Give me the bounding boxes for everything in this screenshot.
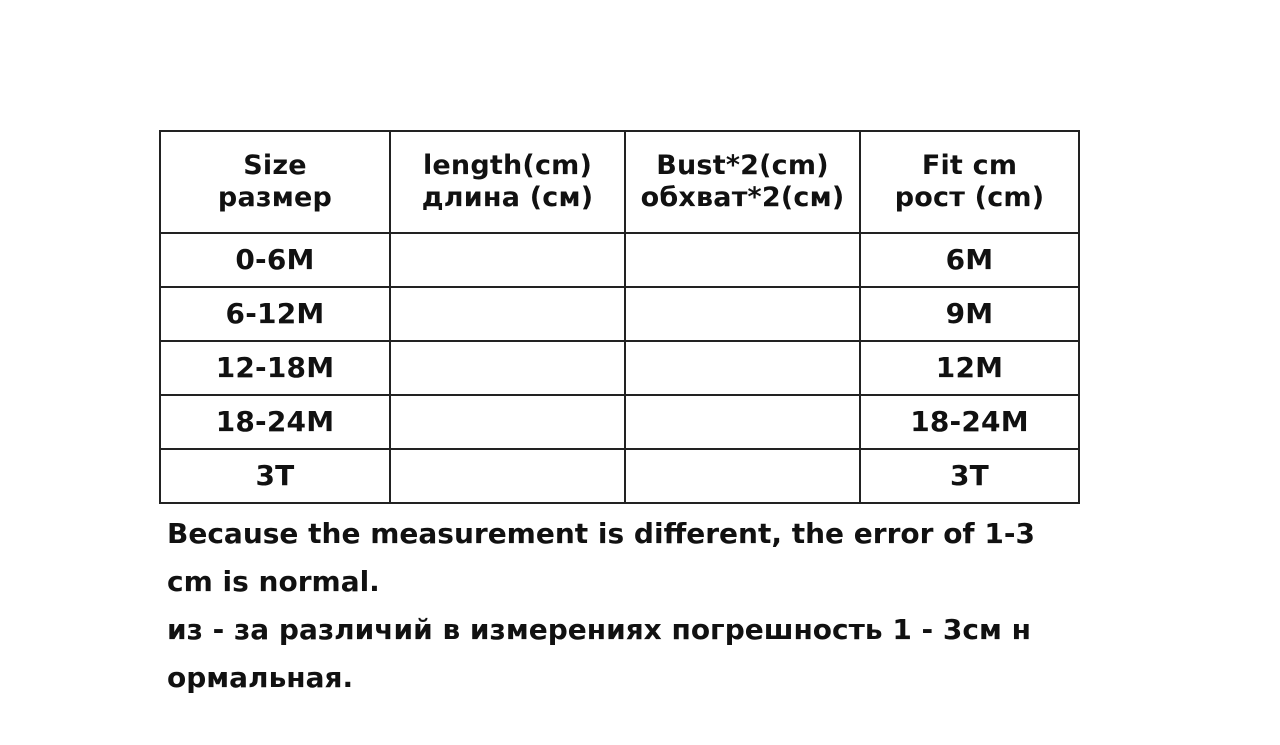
cell-bust — [625, 233, 860, 287]
header-bust — [625, 131, 860, 233]
note-ru-line-1: из - за различий в измерениях погрешность 1 - 3см н — [167, 613, 1031, 646]
header-fit — [860, 131, 1079, 233]
header-size-en: Size — [243, 149, 307, 181]
header-fit-ru: рост (cm) — [894, 182, 1045, 213]
cell-length — [390, 449, 625, 503]
cell-fit: 18-24M — [860, 395, 1079, 449]
table-row — [160, 449, 1079, 503]
cell-size: 6-12M — [160, 287, 390, 341]
cell-size: 0-6M — [160, 233, 390, 287]
table-row — [160, 287, 1079, 341]
header-size — [160, 131, 390, 233]
header-length — [390, 131, 625, 233]
cell-bust — [625, 287, 860, 341]
cell-bust — [625, 341, 860, 395]
cell-fit: 3T — [860, 449, 1079, 503]
cell-fit: 6M — [860, 233, 1079, 287]
note-ru-line-2: ормальная. — [167, 661, 354, 694]
note-en-line-2: cm is normal. — [167, 565, 380, 598]
table-row — [160, 233, 1079, 287]
measurement-note — [167, 510, 1087, 702]
header-length-en: length(cm) — [422, 149, 593, 181]
cell-size: 18-24M — [160, 395, 390, 449]
cell-bust — [625, 395, 860, 449]
note-en-line-1: Because the measurement is different, the error of 1-3 — [167, 517, 1035, 550]
cell-length — [390, 341, 625, 395]
cell-length — [390, 395, 625, 449]
header-fit-en: Fit cm — [921, 149, 1018, 181]
table-row — [160, 341, 1079, 395]
table-row — [160, 395, 1079, 449]
header-size-ru: размер — [217, 182, 333, 213]
table-header-row — [160, 131, 1079, 233]
cell-fit: 12M — [860, 341, 1079, 395]
cell-size: 12-18M — [160, 341, 390, 395]
cell-fit: 9M — [860, 287, 1079, 341]
cell-length — [390, 233, 625, 287]
header-length-ru: длина (см) — [421, 182, 594, 213]
header-bust-ru: обхват*2(см) — [640, 182, 845, 213]
header-bust-en: Bust*2(cm) — [656, 149, 829, 181]
size-chart-table — [159, 130, 1080, 504]
cell-bust — [625, 449, 860, 503]
cell-size: 3T — [160, 449, 390, 503]
cell-length — [390, 287, 625, 341]
